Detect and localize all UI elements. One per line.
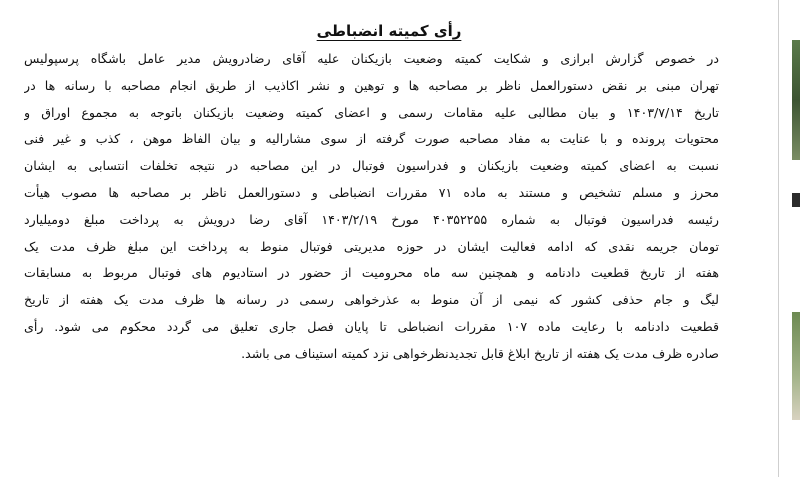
paragraph-line: نسبت به اعضای کمیته وضعیت بازیکنان و فدراسیون فوتبال در این مصاحبه در نتیجه تخلفات انتسابی به ایشان <box>24 158 719 174</box>
paragraph-line-last: صادره ظرف مدت یک هفته از تاریخ ابلاغ قابل تجدیدنظرخواهی نزد کمیته استیناف می باشد. <box>241 345 719 361</box>
paragraph-line: محرز و مسلم تشخیص و مستند به ماده ۷۱ مقررات انضباطی و دستورالعمل ناظر بر مصاحبه ها مصوب هیأت <box>24 184 719 200</box>
side-thumbnail-image[interactable] <box>792 193 800 207</box>
paragraph-line: در خصوص گزارش ابرازی و شکایت کمیته وضعیت بازیکنان علیه آقای رضادرویش مدیر عامل باشگاه پرسپولیس <box>24 51 719 66</box>
paragraph-line: لیگ و جام حذفی کشور که نیمی از آن منوط به عذرخواهی رسمی در رسانه ها ظرف مدت یک هفته از تاریخ <box>24 292 719 308</box>
paragraph-line: هفته از تاریخ قطعیت دادنامه و همچنین سه ماه محرومیت از حضور در استادیوم های فوتبال مربوط به مسابقات <box>24 265 719 281</box>
paragraph-line: تاریخ ۱۴۰۳/۷/۱۴ و بیان مطالبی علیه مقامات رسمی و اعضای کمیته وضعیت بازیکنان باتوجه به مجموع اوراق و <box>24 104 719 120</box>
paragraph-line: تومان جریمه نقدی که ادامه فعالیت ایشان در حوزه مدیریتی فوتبال منوط به پرداخت این مبلغ ظرف مدت یک <box>24 238 719 254</box>
side-thumbnail-image[interactable] <box>792 312 800 420</box>
document-title <box>0 22 778 40</box>
ruling-paragraph <box>24 46 719 368</box>
paragraph-line: رئیسه فدراسیون فوتبال به شماره ۴۰۳۵۲۲۵۵ مورخ ۱۴۰۳/۲/۱۹ آقای رضا درویش به پرداخت مبلغ دومیلیارد <box>24 211 719 227</box>
side-thumbnail-image[interactable] <box>792 40 800 160</box>
paragraph-line: قطعیت دادنامه با رعایت ماده ۱۰۷ مقررات انضباطی تا پایان فصل جاری تعلیق می گردد محکوم می شود. رأی <box>24 318 719 334</box>
document-title-text: رأی کمیته انضباطی <box>316 22 462 40</box>
paragraph-line: تهران مبنی بر نقض دستورالعمل ناظر بر مصاحبه ها و توهین و نشر اکاذیب از طریق انجام مصاحبه با رسانه ها در <box>24 77 719 93</box>
paragraph-line: محتویات پرونده و با عنایت به مفاد مصاحبه صورت گرفته از سوی مشارالیه و بیان الفاظ موهن ، کذب و غیر فنی <box>24 131 719 147</box>
